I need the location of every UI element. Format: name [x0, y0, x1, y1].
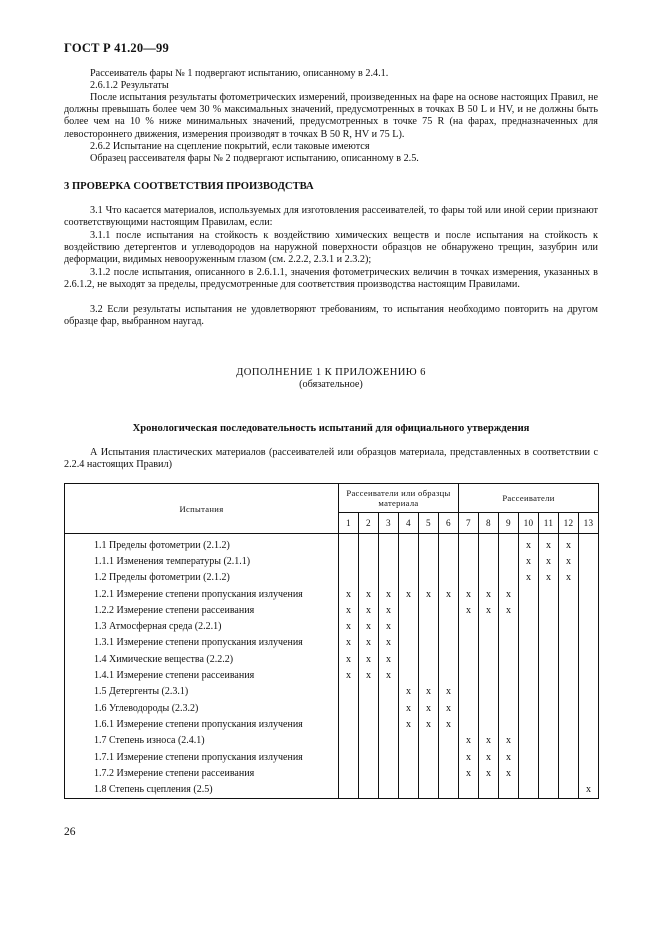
appendix-title: ДОПОЛНЕНИЕ 1 К ПРИЛОЖЕНИЮ 6: [236, 367, 426, 378]
mark-cell: [359, 570, 379, 586]
mark-cell: x: [499, 733, 519, 749]
table-row: [65, 781, 599, 798]
mark-cell: x: [359, 618, 379, 634]
test-name: 1.2.2 Измерение степени рассеивания: [65, 602, 339, 618]
mark-cell: [539, 749, 559, 765]
mark-cell: [579, 716, 599, 732]
mark-cell: x: [379, 635, 399, 651]
mark-cell: [419, 570, 439, 586]
mark-cell: [459, 716, 479, 732]
mark-cell: [519, 651, 539, 667]
mark-cell: [419, 781, 439, 798]
mark-cell: [539, 618, 559, 634]
mark-cell: [459, 618, 479, 634]
mark-cell: [579, 534, 599, 554]
table-row: [65, 618, 599, 634]
mark-cell: [579, 553, 599, 569]
mark-cell: x: [359, 635, 379, 651]
mark-cell: x: [459, 586, 479, 602]
mark-cell: [499, 667, 519, 683]
mark-cell: x: [519, 570, 539, 586]
table-row: [65, 716, 599, 732]
mark-cell: [559, 749, 579, 765]
mark-cell: x: [499, 765, 519, 781]
mark-cell: [439, 733, 459, 749]
mark-cell: [479, 716, 499, 732]
column-number-3: 3: [379, 513, 399, 534]
test-name: 1.7.2 Измерение степени рассеивания: [65, 765, 339, 781]
mark-cell: x: [379, 618, 399, 634]
mark-cell: [479, 651, 499, 667]
mark-cell: [439, 618, 459, 634]
mark-cell: x: [419, 684, 439, 700]
mark-cell: x: [459, 602, 479, 618]
mark-cell: [439, 765, 459, 781]
paragraph-3-1-1: 3.1.1 после испытания на стойкость к воздействию химических веществ и после испытания на стойкость к воздействию детергентов и углеводородов на наружной поверхности образцов не обнаружено трещин, зазубрин или деформации, видимых невооруженным глазом (см. 2.2.2, 2.3.1 и 2.3.2);: [64, 230, 598, 266]
mark-cell: [519, 635, 539, 651]
mark-cell: [359, 781, 379, 798]
mark-cell: [359, 749, 379, 765]
table-row: [65, 570, 599, 586]
mark-cell: x: [339, 618, 359, 634]
mark-cell: x: [499, 749, 519, 765]
mark-cell: x: [459, 765, 479, 781]
mark-cell: x: [479, 765, 499, 781]
mark-cell: [439, 635, 459, 651]
mark-cell: [559, 651, 579, 667]
mark-cell: [419, 749, 439, 765]
table-row: [65, 553, 599, 569]
mark-cell: [479, 618, 499, 634]
mark-cell: [339, 716, 359, 732]
mark-cell: [419, 667, 439, 683]
mark-cell: [399, 602, 419, 618]
paragraph-2-6-1-2: 2.6.1.2 Результаты: [90, 80, 169, 91]
column-number-6: 6: [439, 513, 459, 534]
column-number-12: 12: [559, 513, 579, 534]
mark-cell: x: [399, 700, 419, 716]
mark-cell: [559, 667, 579, 683]
column-number-13: 13: [579, 513, 599, 534]
mark-cell: [519, 684, 539, 700]
mark-cell: [459, 781, 479, 798]
table-row: [65, 733, 599, 749]
mark-cell: x: [439, 586, 459, 602]
mark-cell: [399, 667, 419, 683]
mark-cell: [339, 700, 359, 716]
test-name: 1.7 Степень износа (2.4.1): [65, 733, 339, 749]
mark-cell: x: [399, 586, 419, 602]
mark-cell: [579, 765, 599, 781]
mark-cell: x: [539, 553, 559, 569]
mark-cell: x: [559, 553, 579, 569]
mark-cell: [539, 667, 559, 683]
mark-cell: x: [479, 602, 499, 618]
mark-cell: [359, 716, 379, 732]
mark-cell: [379, 716, 399, 732]
document-header: ГОСТ Р 41.20—99: [64, 41, 169, 55]
mark-cell: [579, 651, 599, 667]
mark-cell: [379, 553, 399, 569]
test-name: 1.5 Детергенты (2.3.1): [65, 684, 339, 700]
mark-cell: [519, 749, 539, 765]
test-name: 1.7.1 Измерение степени пропускания излучения: [65, 749, 339, 765]
mark-cell: [499, 700, 519, 716]
mark-cell: [419, 534, 439, 554]
mark-cell: [399, 749, 419, 765]
mark-cell: [539, 651, 559, 667]
mark-cell: [479, 534, 499, 554]
paragraph-results: После испытания результаты фотометрических измерений, произведенных на фаре на основе настоящих Правил, не должны превышать более чем 30 % максимальных значений, предусмотренных в точках B 50 L и HV, и не должны быть более чем на 10 % ниже минимальных значений, предусмотренных в точке 75 R (на фарах, предназначенных для левостороннего движения, измерения производят в точках B 50 R, HV и 75 L).: [64, 92, 598, 140]
column-number-5: 5: [419, 513, 439, 534]
mark-cell: [359, 700, 379, 716]
appendix-subtitle: (обязательное): [299, 379, 363, 390]
column-number-11: 11: [539, 513, 559, 534]
mark-cell: [379, 700, 399, 716]
column-number-2: 2: [359, 513, 379, 534]
mark-cell: [539, 602, 559, 618]
mark-cell: [559, 765, 579, 781]
mark-cell: [559, 635, 579, 651]
mark-cell: x: [419, 700, 439, 716]
mark-cell: [419, 602, 439, 618]
mark-cell: [579, 684, 599, 700]
mark-cell: x: [339, 586, 359, 602]
test-name: 1.1.1 Изменения температуры (2.1.1): [65, 553, 339, 569]
mark-cell: x: [439, 716, 459, 732]
table-row: [65, 765, 599, 781]
mark-cell: [499, 534, 519, 554]
column-group-lenses: Рассеиватели: [459, 484, 599, 513]
paragraph-3-2: 3.2 Если результаты испытания не удовлетворяют требованиям, то испытания необходимо повторить на другом образце фар, выбранном наугад.: [64, 304, 598, 328]
mark-cell: [439, 602, 459, 618]
mark-cell: [459, 534, 479, 554]
mark-cell: [359, 765, 379, 781]
paragraph-3-1: 3.1 Что касается материалов, используемых для изготовления рассеивателей, то фары той или иной серии признают соответствующими настоящим Правилам, если:: [64, 205, 598, 229]
mark-cell: [519, 733, 539, 749]
mark-cell: x: [559, 534, 579, 554]
test-name: 1.6.1 Измерение степени пропускания излучения: [65, 716, 339, 732]
column-number-9: 9: [499, 513, 519, 534]
mark-cell: [499, 716, 519, 732]
mark-cell: [379, 534, 399, 554]
mark-cell: [379, 684, 399, 700]
mark-cell: [539, 684, 559, 700]
mark-cell: [499, 781, 519, 798]
table-row: [65, 602, 599, 618]
mark-cell: [399, 765, 419, 781]
mark-cell: [579, 618, 599, 634]
mark-cell: x: [439, 700, 459, 716]
mark-cell: x: [379, 586, 399, 602]
test-name: 1.1 Пределы фотометрии (2.1.2): [65, 534, 339, 554]
table-row: [65, 684, 599, 700]
mark-cell: [499, 684, 519, 700]
mark-cell: [579, 700, 599, 716]
test-name: 1.4.1 Измерение степени рассеивания: [65, 667, 339, 683]
mark-cell: [539, 635, 559, 651]
mark-cell: [479, 553, 499, 569]
mark-cell: [579, 570, 599, 586]
mark-cell: [459, 553, 479, 569]
section-3-heading: 3 ПРОВЕРКА СООТВЕТСТВИЯ ПРОИЗВОДСТВА: [64, 181, 314, 192]
paragraph-lens1-test: Рассеиватель фары № 1 подвергают испытанию, описанному в 2.4.1.: [90, 68, 389, 79]
mark-cell: x: [439, 684, 459, 700]
mark-cell: [399, 570, 419, 586]
column-number-1: 1: [339, 513, 359, 534]
mark-cell: [339, 733, 359, 749]
mark-cell: x: [379, 602, 399, 618]
mark-cell: [339, 781, 359, 798]
mark-cell: x: [579, 781, 599, 798]
mark-cell: [539, 586, 559, 602]
column-group-samples: Рассеиватели или образцы материала: [339, 484, 459, 513]
mark-cell: [519, 716, 539, 732]
mark-cell: [539, 781, 559, 798]
test-name: 1.4 Химические вещества (2.2.2): [65, 651, 339, 667]
mark-cell: [339, 553, 359, 569]
mark-cell: [519, 667, 539, 683]
mark-cell: [439, 553, 459, 569]
mark-cell: [339, 765, 359, 781]
mark-cell: [559, 733, 579, 749]
mark-cell: x: [419, 586, 439, 602]
table-row: [65, 635, 599, 651]
mark-cell: [519, 586, 539, 602]
table-intro: А Испытания пластических материалов (рассеивателей или образцов материала, представленных в соответствии с 2.2.4 настоящих Правил): [64, 447, 598, 471]
mark-cell: [379, 781, 399, 798]
mark-cell: x: [359, 586, 379, 602]
column-number-4: 4: [399, 513, 419, 534]
mark-cell: [499, 635, 519, 651]
mark-cell: [419, 651, 439, 667]
mark-cell: [519, 781, 539, 798]
mark-cell: [379, 570, 399, 586]
mark-cell: [459, 684, 479, 700]
mark-cell: [459, 651, 479, 667]
mark-cell: [459, 635, 479, 651]
mark-cell: [459, 570, 479, 586]
mark-cell: x: [519, 553, 539, 569]
mark-cell: x: [499, 586, 519, 602]
mark-cell: [439, 749, 459, 765]
mark-cell: [399, 733, 419, 749]
mark-cell: x: [479, 733, 499, 749]
mark-cell: x: [539, 570, 559, 586]
mark-cell: [539, 700, 559, 716]
mark-cell: [399, 534, 419, 554]
mark-cell: [579, 733, 599, 749]
mark-cell: [559, 602, 579, 618]
mark-cell: [339, 749, 359, 765]
mark-cell: x: [559, 570, 579, 586]
mark-cell: [519, 765, 539, 781]
mark-cell: [479, 635, 499, 651]
mark-cell: x: [459, 749, 479, 765]
mark-cell: [439, 570, 459, 586]
mark-cell: [419, 635, 439, 651]
mark-cell: [559, 700, 579, 716]
mark-cell: [519, 700, 539, 716]
mark-cell: [439, 667, 459, 683]
mark-cell: [539, 733, 559, 749]
mark-cell: x: [459, 733, 479, 749]
mark-cell: [579, 635, 599, 651]
mark-cell: x: [359, 667, 379, 683]
paragraph-2-6-2: 2.6.2 Испытание на сцепление покрытий, если таковые имеются: [90, 141, 370, 152]
mark-cell: [579, 749, 599, 765]
mark-cell: [579, 602, 599, 618]
mark-cell: [499, 651, 519, 667]
mark-cell: [379, 733, 399, 749]
paragraph-3-1-2: 3.1.2 после испытания, описанного в 2.6.1.1, значения фотометрических величин в точках измерения, указанных в 2.6.1.2, не выходят за пределы, предусмотренные для соответствия производства настоящим Правилами.: [64, 267, 598, 291]
mark-cell: [359, 733, 379, 749]
paragraph-lens2-test: Образец рассеивателя фары № 2 подвергают испытанию, описанному в 2.5.: [90, 153, 419, 164]
mark-cell: [359, 553, 379, 569]
page-number: 26: [64, 826, 76, 838]
mark-cell: [339, 534, 359, 554]
mark-cell: [519, 602, 539, 618]
test-name: 1.3 Атмосферная среда (2.2.1): [65, 618, 339, 634]
mark-cell: [479, 570, 499, 586]
mark-cell: x: [419, 716, 439, 732]
mark-cell: [479, 700, 499, 716]
mark-cell: [399, 618, 419, 634]
test-name: 1.8 Степень сцепления (2.5): [65, 781, 339, 798]
mark-cell: [579, 586, 599, 602]
mark-cell: [439, 781, 459, 798]
test-name: 1.2.1 Измерение степени пропускания излучения: [65, 586, 339, 602]
mark-cell: [379, 765, 399, 781]
mark-cell: [399, 651, 419, 667]
mark-cell: x: [539, 534, 559, 554]
column-header-tests: Испытания: [65, 484, 339, 534]
mark-cell: [559, 618, 579, 634]
mark-cell: x: [339, 602, 359, 618]
mark-cell: [479, 781, 499, 798]
table-row: [65, 749, 599, 765]
test-name: 1.2 Пределы фотометрии (2.1.2): [65, 570, 339, 586]
table-row: [65, 534, 599, 554]
test-name: 1.6 Углеводороды (2.3.2): [65, 700, 339, 716]
mark-cell: [359, 684, 379, 700]
mark-cell: x: [379, 651, 399, 667]
mark-cell: x: [339, 651, 359, 667]
mark-cell: [499, 553, 519, 569]
mark-cell: x: [519, 534, 539, 554]
mark-cell: x: [399, 684, 419, 700]
mark-cell: [499, 618, 519, 634]
mark-cell: x: [399, 716, 419, 732]
mark-cell: [579, 667, 599, 683]
test-name: 1.3.1 Измерение степени пропускания излучения: [65, 635, 339, 651]
table-row: [65, 700, 599, 716]
mark-cell: [399, 553, 419, 569]
mark-cell: [539, 765, 559, 781]
mark-cell: [479, 684, 499, 700]
mark-cell: [439, 651, 459, 667]
column-number-8: 8: [479, 513, 499, 534]
mark-cell: [339, 570, 359, 586]
mark-cell: [559, 684, 579, 700]
mark-cell: [419, 733, 439, 749]
mark-cell: [399, 781, 419, 798]
mark-cell: [539, 716, 559, 732]
mark-cell: [559, 781, 579, 798]
mark-cell: [559, 586, 579, 602]
mark-cell: [379, 749, 399, 765]
mark-cell: [479, 667, 499, 683]
mark-cell: x: [339, 635, 359, 651]
tests-table: [64, 483, 599, 799]
table-row: [65, 586, 599, 602]
mark-cell: x: [499, 602, 519, 618]
mark-cell: x: [339, 667, 359, 683]
table-row: [65, 667, 599, 683]
mark-cell: x: [359, 602, 379, 618]
mark-cell: [459, 700, 479, 716]
column-number-7: 7: [459, 513, 479, 534]
mark-cell: x: [359, 651, 379, 667]
mark-cell: [339, 684, 359, 700]
mark-cell: x: [479, 749, 499, 765]
column-number-10: 10: [519, 513, 539, 534]
mark-cell: [519, 618, 539, 634]
chronology-title: Хронологическая последовательность испытаний для официального утверждения: [132, 423, 530, 434]
mark-cell: [419, 553, 439, 569]
mark-cell: x: [479, 586, 499, 602]
table-row: [65, 651, 599, 667]
mark-cell: [459, 667, 479, 683]
mark-cell: [559, 716, 579, 732]
mark-cell: [439, 534, 459, 554]
mark-cell: [419, 765, 439, 781]
mark-cell: x: [379, 667, 399, 683]
mark-cell: [359, 534, 379, 554]
mark-cell: [419, 618, 439, 634]
mark-cell: [499, 570, 519, 586]
mark-cell: [399, 635, 419, 651]
